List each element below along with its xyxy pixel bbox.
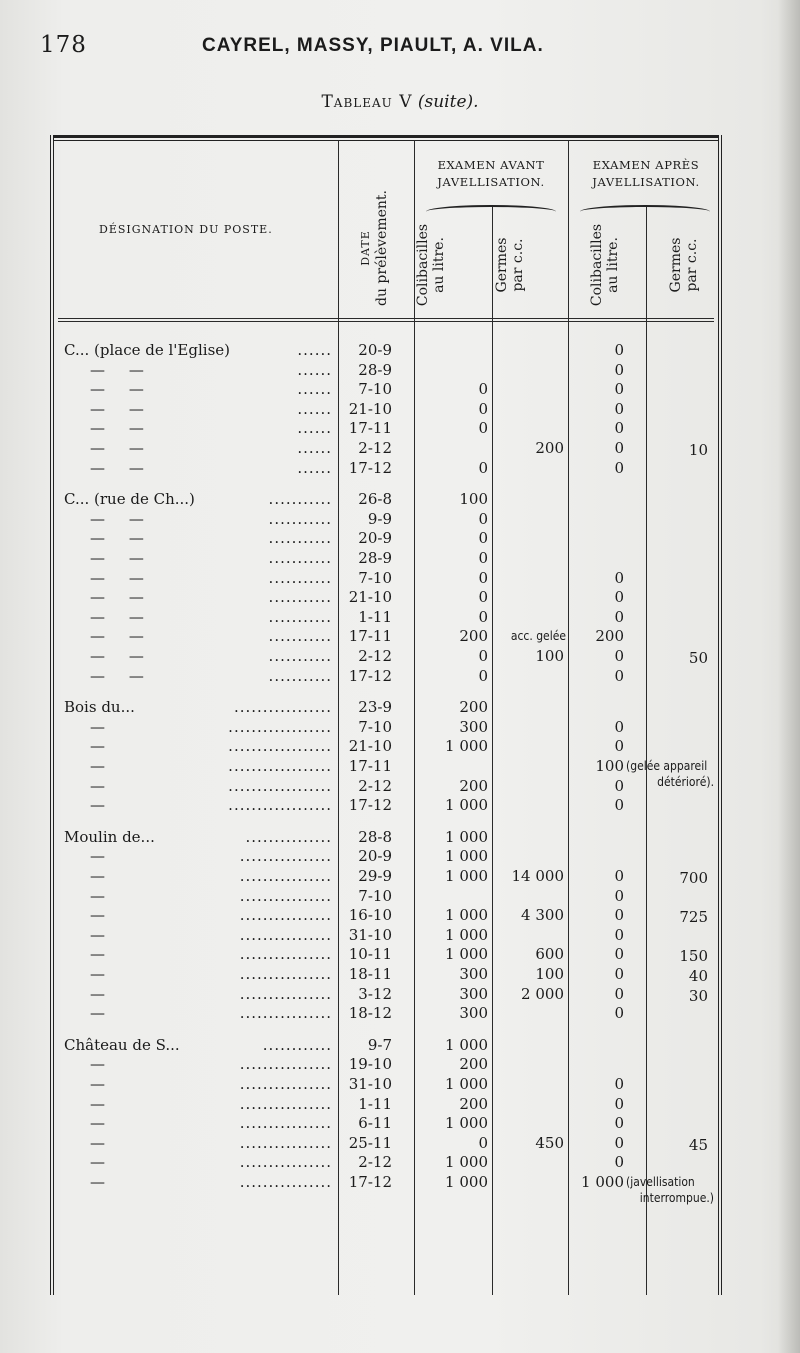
header-germ-after-line2: par c.c.	[684, 238, 700, 292]
row-leader-dots: ......	[297, 458, 332, 477]
row-leader-dots: ................	[239, 1133, 332, 1152]
row-date: 21-10	[348, 588, 392, 607]
row-coli-before: 0	[478, 529, 488, 548]
row-coli-before: 300	[459, 965, 488, 983]
row-leader-dots: .................	[233, 698, 332, 717]
row-coli-before: 200	[459, 1055, 488, 1074]
row-label: —	[90, 1055, 105, 1074]
row-coli-after: 0	[614, 925, 624, 944]
row-date: 31-10	[348, 1075, 392, 1093]
header-coli-after-line1: Colibacilles	[589, 223, 605, 307]
header-germ-after	[668, 225, 704, 305]
header-coli-before	[415, 210, 451, 320]
row-coli-before: 0	[478, 399, 488, 418]
row-note-line1: (javellisation	[626, 1175, 695, 1189]
row-label: C... (rue de Ch...)	[64, 490, 195, 509]
row-label: Château de S...	[64, 1035, 180, 1054]
row-date: 7-10	[358, 717, 392, 736]
row-label: —	[90, 925, 105, 944]
header-coli-after-line2: au litre.	[605, 237, 621, 293]
row-germ-after: 40	[688, 967, 708, 985]
row-leader-dots: ................	[239, 886, 332, 905]
row-label: — —	[90, 666, 144, 685]
row-label: —	[90, 1075, 105, 1093]
row-leader-dots: ......	[297, 439, 332, 457]
row-germ-before: 14 000	[511, 867, 564, 885]
row-leader-dots: ..................	[228, 717, 332, 736]
row-coli-before: 1 000	[445, 847, 488, 866]
row-label: — —	[90, 627, 144, 646]
header-germ-before	[494, 225, 530, 305]
row-date: 18-12	[348, 1004, 392, 1023]
row-leader-dots: ................	[239, 1114, 332, 1133]
col-rule-before-split	[492, 207, 493, 1295]
running-title: CAYREL, MASSY, PIAULT, A. VILA.	[202, 35, 544, 56]
row-date: 2-12	[358, 647, 392, 665]
table-caption-suffix: (suite).	[417, 92, 479, 112]
row-coli-after: 0	[614, 1114, 624, 1133]
table-top-rule	[54, 135, 718, 138]
row-coli-before: 100	[459, 490, 488, 509]
row-coli-before: 300	[459, 717, 488, 736]
col-rule-date	[338, 140, 339, 1295]
row-date: 7-10	[358, 380, 392, 399]
row-coli-after: 0	[614, 776, 624, 795]
row-coli-before: 200	[459, 698, 488, 717]
row-coli-before: 1 000	[445, 1173, 488, 1191]
row-label: Bois du...	[64, 698, 135, 717]
row-label: —	[90, 1153, 105, 1172]
table-caption	[0, 92, 800, 112]
row-leader-dots: ......	[297, 380, 332, 399]
header-before	[416, 157, 566, 191]
row-coli-after: 1 000	[581, 1173, 624, 1191]
row-leader-dots: ................	[239, 847, 332, 866]
row-germ-before: 600	[535, 945, 564, 964]
row-label: —	[90, 737, 105, 756]
row-date: 29-9	[358, 867, 392, 885]
row-leader-dots: ..................	[228, 796, 332, 815]
row-leader-dots: ................	[239, 1094, 332, 1113]
row-label: —	[90, 965, 105, 983]
row-coli-before: 1 000	[445, 906, 488, 925]
row-label: — —	[90, 588, 144, 607]
row-coli-before: 1 000	[445, 1114, 488, 1133]
row-leader-dots: ...........	[268, 666, 332, 685]
row-leader-dots: ................	[239, 984, 332, 1003]
row-label: — —	[90, 458, 144, 477]
header-date	[358, 168, 394, 328]
row-coli-after: 0	[614, 1004, 624, 1023]
header-coli-before-line2: au litre.	[431, 237, 447, 293]
header-germ-after-line1: Germes	[668, 237, 684, 293]
row-coli-after: 0	[614, 886, 624, 905]
row-date: 9-9	[367, 509, 392, 528]
row-date: 25-11	[348, 1133, 392, 1152]
row-label: —	[90, 847, 105, 866]
row-coli-after: 0	[614, 399, 624, 418]
row-date: 26-8	[358, 490, 392, 509]
row-leader-dots: ......	[297, 341, 332, 359]
row-coli-after: 0	[614, 965, 624, 983]
row-label: —	[90, 1114, 105, 1133]
row-date: 20-9	[358, 341, 392, 359]
row-label: —	[90, 717, 105, 736]
row-coli-before: 1 000	[445, 1075, 488, 1093]
row-coli-before: 0	[478, 509, 488, 528]
row-coli-after: 0	[614, 439, 624, 457]
row-germ-before: 450	[535, 1133, 564, 1152]
row-leader-dots: ...........	[268, 647, 332, 665]
col-rule-after-split	[646, 207, 647, 1295]
row-date: 2-12	[358, 776, 392, 795]
row-label: — —	[90, 439, 144, 457]
row-leader-dots: ...........	[268, 588, 332, 607]
row-coli-before: 1 000	[445, 827, 488, 846]
row-coli-before: 1 000	[445, 796, 488, 815]
header-date-line2: du prélèvement.	[374, 190, 390, 306]
row-coli-after: 0	[614, 568, 624, 587]
header-after	[570, 157, 722, 191]
row-label: —	[90, 1173, 105, 1191]
header-coli-before-line1: Colibacilles	[415, 223, 431, 307]
row-coli-before: 0	[478, 380, 488, 399]
row-label: — —	[90, 509, 144, 528]
row-coli-after: 0	[614, 1094, 624, 1113]
row-germ-before: 2 000	[521, 984, 564, 1003]
row-coli-after: 0	[614, 341, 624, 359]
row-date: 16-10	[348, 906, 392, 925]
row-leader-dots: ...........	[268, 490, 332, 509]
row-coli-before: 1 000	[445, 1153, 488, 1172]
row-date: 3-12	[358, 984, 392, 1003]
row-coli-before: 0	[478, 588, 488, 607]
row-germ-before: 4 300	[521, 906, 564, 925]
row-coli-after: 100	[595, 757, 624, 775]
row-germ-after: 700	[679, 869, 708, 887]
row-coli-after: 0	[614, 737, 624, 756]
row-date: 17-11	[348, 627, 392, 646]
row-label: — —	[90, 607, 144, 626]
page-edge-shadow	[778, 0, 800, 1353]
row-label: — —	[90, 568, 144, 587]
header-germ-before-line1: Germes	[494, 237, 510, 293]
row-date: 7-10	[358, 886, 392, 905]
row-coli-after: 0	[614, 360, 624, 379]
row-leader-dots: ......	[297, 360, 332, 379]
row-coli-after: 0	[614, 588, 624, 607]
row-coli-before: 0	[478, 1133, 488, 1152]
row-date: 1-11	[358, 1094, 392, 1113]
header-designation: DÉSIGNATION DU POSTE.	[99, 223, 273, 236]
row-date: 17-11	[348, 757, 392, 775]
row-coli-before: 0	[478, 607, 488, 626]
row-leader-dots: ............	[262, 1035, 332, 1054]
data-table	[50, 135, 722, 1295]
row-coli-before: 0	[478, 549, 488, 567]
row-coli-after: 0	[614, 419, 624, 438]
row-label: —	[90, 1004, 105, 1023]
row-coli-after: 0	[614, 666, 624, 685]
row-date: 17-12	[348, 1173, 392, 1191]
row-coli-before: 0	[478, 419, 488, 438]
row-leader-dots: ................	[239, 965, 332, 983]
row-label: —	[90, 906, 105, 925]
row-coli-after: 200	[595, 627, 624, 646]
row-germ-before: acc. gelée	[510, 629, 566, 644]
row-date: 28-8	[358, 827, 392, 846]
row-leader-dots: ................	[239, 867, 332, 885]
row-label: — —	[90, 419, 144, 438]
row-leader-dots: ......	[297, 419, 332, 438]
row-label: —	[90, 776, 105, 795]
row-leader-dots: ................	[239, 1173, 332, 1191]
row-coli-before: 0	[478, 568, 488, 587]
row-leader-dots: ................	[239, 925, 332, 944]
header-germ-before-line2: par c.c.	[510, 238, 526, 292]
row-coli-after: 0	[614, 867, 624, 885]
row-date: 9-7	[367, 1035, 392, 1054]
header-after-line2: JAVELLISATION.	[592, 175, 700, 189]
row-note-line1: (gelée appareil	[626, 759, 708, 773]
header-coli-after	[589, 210, 625, 320]
page-number: 178	[40, 32, 87, 58]
row-date: 18-11	[348, 965, 392, 983]
row-coli-before: 200	[459, 776, 488, 795]
row-note-line2: interrompue.)	[639, 1191, 714, 1205]
row-note-line2: détérioré).	[657, 775, 714, 789]
row-leader-dots: ................	[239, 906, 332, 925]
row-date: 20-9	[358, 529, 392, 548]
row-leader-dots: ...........	[268, 509, 332, 528]
row-leader-dots: ...............	[245, 827, 332, 846]
row-date: 2-12	[358, 439, 392, 457]
row-coli-after: 0	[614, 647, 624, 665]
row-coli-after: 0	[614, 906, 624, 925]
table-top-rule-thin	[54, 140, 718, 141]
row-germ-after: 45	[688, 1135, 708, 1154]
row-coli-after: 0	[614, 458, 624, 477]
row-leader-dots: ................	[239, 1055, 332, 1074]
row-coli-before: 300	[459, 984, 488, 1003]
row-germ-before: 100	[535, 965, 564, 983]
row-date: 20-9	[358, 847, 392, 866]
row-coli-after: 0	[614, 1153, 624, 1172]
row-label: — —	[90, 647, 144, 665]
row-date: 19-10	[348, 1055, 392, 1074]
row-label: — —	[90, 549, 144, 567]
row-germ-after: 725	[679, 908, 708, 927]
row-label: —	[90, 757, 105, 775]
row-leader-dots: ................	[239, 1153, 332, 1172]
row-germ-after: 30	[688, 986, 708, 1005]
row-date: 21-10	[348, 737, 392, 756]
row-coli-before: 1 000	[445, 945, 488, 964]
row-label: —	[90, 1133, 105, 1152]
row-label: —	[90, 796, 105, 815]
row-leader-dots: ..................	[228, 757, 332, 775]
row-coli-before: 0	[478, 458, 488, 477]
row-label: —	[90, 984, 105, 1003]
row-germ-before: 100	[535, 647, 564, 665]
row-coli-after: 0	[614, 1075, 624, 1093]
row-date: 17-12	[348, 796, 392, 815]
row-coli-after: 0	[614, 380, 624, 399]
row-germ-after: 10	[688, 441, 708, 459]
row-coli-before: 0	[478, 647, 488, 665]
row-coli-before: 1 000	[445, 925, 488, 944]
row-date: 7-10	[358, 568, 392, 587]
header-after-line1: EXAMEN APRÈS	[592, 158, 700, 172]
row-date: 17-12	[348, 458, 392, 477]
row-coli-after: 0	[614, 717, 624, 736]
row-coli-before: 1 000	[445, 737, 488, 756]
row-date: 31-10	[348, 925, 392, 944]
row-coli-after: 0	[614, 984, 624, 1003]
row-leader-dots: ................	[239, 945, 332, 964]
row-date: 17-11	[348, 419, 392, 438]
header-date-line1: DATE	[359, 230, 372, 266]
row-leader-dots: ................	[239, 1075, 332, 1093]
col-rule-after	[568, 140, 569, 1295]
row-leader-dots: ...........	[268, 607, 332, 626]
row-date: 28-9	[358, 360, 392, 379]
row-label: —	[90, 886, 105, 905]
row-coli-before: 200	[459, 1094, 488, 1113]
row-coli-before: 0	[478, 666, 488, 685]
row-leader-dots: ..................	[228, 737, 332, 756]
row-label: — —	[90, 529, 144, 548]
row-label: —	[90, 945, 105, 964]
row-leader-dots: ...........	[268, 568, 332, 587]
row-leader-dots: ...........	[268, 529, 332, 548]
row-germ-after: 50	[688, 649, 708, 667]
row-germ-before: 200	[535, 439, 564, 457]
row-leader-dots: ......	[297, 399, 332, 418]
row-coli-after: 0	[614, 796, 624, 815]
row-coli-after: 0	[614, 607, 624, 626]
row-date: 1-11	[358, 607, 392, 626]
row-label: —	[90, 867, 105, 885]
row-leader-dots: ..................	[228, 776, 332, 795]
row-label: C... (place de l'Eglise)	[64, 341, 230, 359]
row-date: 17-12	[348, 666, 392, 685]
row-leader-dots: ...........	[268, 549, 332, 567]
row-label: — —	[90, 380, 144, 399]
header-before-line1: EXAMEN AVANT	[437, 158, 545, 172]
row-coli-before: 300	[459, 1004, 488, 1023]
row-date: 23-9	[358, 698, 392, 717]
row-label: —	[90, 1094, 105, 1113]
row-date: 6-11	[358, 1114, 392, 1133]
row-label: — —	[90, 360, 144, 379]
row-date: 28-9	[358, 549, 392, 567]
row-date: 21-10	[348, 399, 392, 418]
row-coli-after: 0	[614, 1133, 624, 1152]
running-head	[40, 32, 740, 64]
row-label: — —	[90, 399, 144, 418]
row-label: Moulin de...	[64, 827, 155, 846]
row-coli-before: 200	[459, 627, 488, 646]
header-before-line2: JAVELLISATION.	[437, 175, 545, 189]
row-coli-before: 1 000	[445, 1035, 488, 1054]
row-leader-dots: ...........	[268, 627, 332, 646]
row-germ-after: 150	[679, 947, 708, 966]
row-date: 2-12	[358, 1153, 392, 1172]
row-coli-before: 1 000	[445, 867, 488, 885]
row-coli-after: 0	[614, 945, 624, 964]
row-date: 10-11	[348, 945, 392, 964]
row-leader-dots: ................	[239, 1004, 332, 1023]
table-caption-label: Tableau V	[321, 92, 413, 112]
